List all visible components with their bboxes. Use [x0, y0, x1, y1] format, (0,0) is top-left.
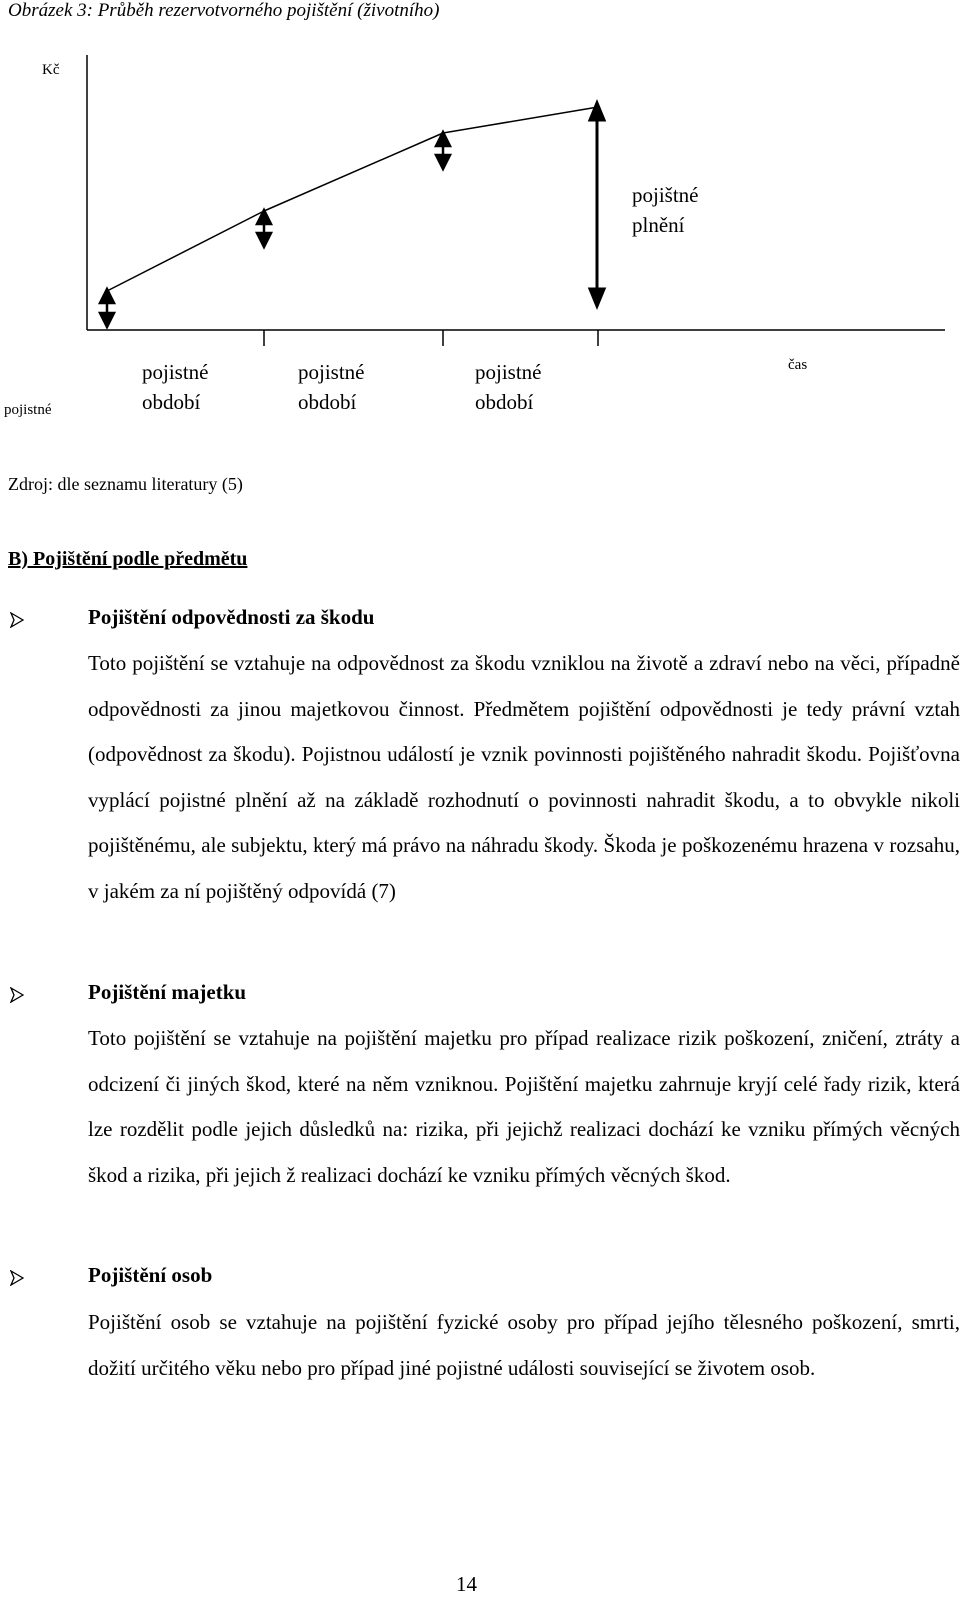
arrowhead-bullet-icon — [10, 612, 24, 628]
figure-caption: Obrázek 3: Průběh rezervotvorného pojištění (životního) — [8, 0, 440, 21]
page-number: 14 — [456, 1572, 477, 1596]
reserve-line-1 — [107, 211, 264, 291]
premium-arrow-1 — [100, 289, 114, 327]
arrowhead-bullet-icon — [10, 987, 24, 1003]
period-label-line1: pojistné — [298, 360, 365, 384]
premium-label: pojistné — [4, 402, 52, 418]
figure-source: Zdroj: dle seznamu literatury (5) — [8, 474, 243, 494]
period-label-line2: období — [142, 390, 201, 414]
item-text-persons: Pojištění osob se vztahuje na pojištění fyzické osoby pro případ jejího tělesného poškození, smrti, dožití určitého věku nebo pro případ jiné pojistné události související se životem osob. — [88, 1310, 960, 1380]
section-heading: B) Pojištění podle předmětu — [8, 548, 248, 570]
premium-arrow-3 — [436, 132, 450, 169]
item-text-liability: Toto pojištění se vztahuje na odpovědnost za škodu vzniklou na životě a zdraví nebo na věci, případně odpovědnosti za jinou majetkovou činnost. Předmětem pojištění odpovědnosti je tedy právní vztah (odpovědnost za škodu). Pojistnou událostí je vznik povinnosti pojištěného nahradit škodu. Pojišťovna vyplácí pojistné plnění až na základě rozhodnutí o povinnosti nahradit škodu, a to obvykle nikoli pojištěnému, ale subjektu, který má právo na náhradu škody. Škoda je poškozenému hrazena v rozsahu, v jakém za ní pojištěný odpovídá (7) — [88, 651, 960, 903]
item-title-property: Pojištění majetku — [88, 980, 247, 1004]
payout-label-line2: plnění — [632, 213, 685, 237]
y-axis-label: Kč — [42, 62, 60, 78]
premium-arrow-2 — [257, 210, 271, 247]
reserve-line-2 — [264, 133, 443, 211]
arrowhead-bullet-icon — [10, 1270, 24, 1286]
period-label-line1: pojistné — [475, 360, 542, 384]
period-label-2 — [298, 357, 365, 417]
period-label-line1: pojistné — [142, 360, 209, 384]
item-title-liability: Pojištění odpovědnosti za škodu — [88, 605, 375, 629]
payout-label-line1: pojištné — [632, 183, 699, 207]
period-label-line2: období — [475, 390, 534, 414]
period-label-1 — [142, 357, 209, 417]
period-label-3 — [475, 357, 542, 417]
reserve-line-3 — [443, 107, 598, 133]
item-title-persons: Pojištění osob — [88, 1263, 213, 1287]
item-text-property: Toto pojištění se vztahuje na pojištění majetku pro případ realizace rizik poškození, zničení, ztráty a odcizení či jiných škod, které na něm vzniknou. Pojištění majetku zahrnuje kryjí celé řady rizik, která lze rozdělit podle jejich důsledků na: rizika, při jejichž realizaci dochází ke vzniku přímých věcných škod a rizika, při jejich ž realizaci dochází ke vzniku přímých věcných škod. — [88, 1026, 960, 1187]
payout-arrow — [590, 103, 604, 306]
payout-label — [632, 180, 699, 240]
period-label-line2: období — [298, 390, 357, 414]
x-axis-label: čas — [788, 357, 808, 373]
